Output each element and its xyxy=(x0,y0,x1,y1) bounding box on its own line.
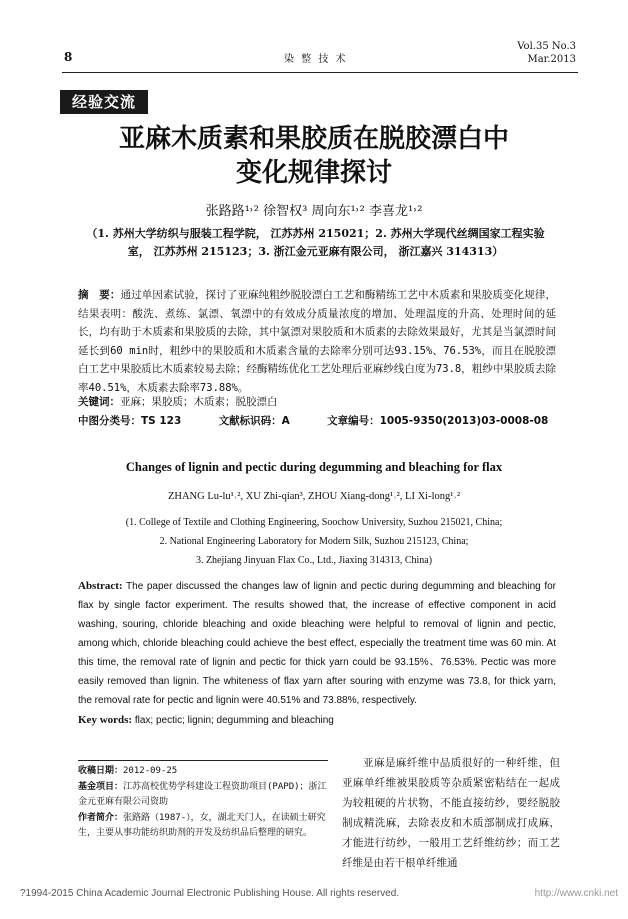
fund-value: 江苏高校优势学科建设工程资助项目(PAPD)；浙江金元亚麻有限公司资助 xyxy=(78,781,327,807)
abstract-cn-label: 摘 要： xyxy=(78,289,121,301)
affiliation-en-1: (1. College of Textile and Clothing Engineering, Soochow University, Suzhou 215021, China; xyxy=(125,517,503,528)
keywords-cn xyxy=(78,394,278,409)
doc-code-label: 文献标识码： xyxy=(218,415,282,427)
keywords-cn-label: 关键词： xyxy=(78,396,120,408)
journal-name: 染 整 技 术 xyxy=(284,54,348,65)
author-bio-value: 张路路（1987-），女，湖北天门人，在读硕士研究生，主要从事功能纺织助剂的开发及纺织品后整理的研究。 xyxy=(78,812,326,838)
volume-number: Vol.35 No.3 xyxy=(517,41,576,52)
abstract-cn-text: 通过单因素试验，探讨了亚麻纯粗纱脱胶漂白工艺和酶精练工艺中木质素和果胶质变化规律，结果表明：酸洗、煮练、氯漂、氧漂中的有效成分质量浓度的增加、处理温度的升高、处理时间的延长，均有助于木质素和果胶质的去除，其中氯漂对果胶质和木质素的去除效果最好，尤其是当氯漂时间延长到60 min时，粗纱中的果胶质和木质素含量的去除率分别可达93.15%、76.53%，而且在脱胶漂白工艺中果胶质比木质素较易去除；经酶精练优化工艺处理后亚麻纱线白度为73.8，粗纱中果胶质去除率40.51%，木质素去除率73.88%。 xyxy=(78,289,556,394)
footnote-rule xyxy=(78,760,328,761)
author-bio-label: 作者简介： xyxy=(78,812,124,823)
article-number-label: 文章编号： xyxy=(327,415,380,427)
clc-value: TS 123 xyxy=(141,415,182,427)
author-bio xyxy=(78,811,330,842)
clc-label: 中图分类号： xyxy=(78,415,141,427)
classification-line xyxy=(78,413,548,428)
copyright-text: ?1994-2015 China Academic Journal Electronic Publishing House. All rights reserved. xyxy=(20,888,400,899)
fund-label: 基金项目： xyxy=(78,781,124,792)
affiliation-en-2: 2. National Engineering Laboratory for Modern Silk, Suzhou 215123, China; xyxy=(159,536,469,547)
keywords-en-label: Key words: xyxy=(78,714,133,726)
title-cn-line2: 变化规律探讨 xyxy=(235,158,392,188)
keywords-cn-text: 亚麻；果胶质；木质素；脱胶漂白 xyxy=(120,396,278,408)
body-text: 亚麻是麻纤维中品质很好的一种纤维，但亚麻单纤维被果胶质等杂质紧密粘结在一起成为较粗硬的片状物，不能直接纺纱，要经脱胶制成精洗麻，去除表皮和木质部制成打成麻，才能进行纺纱，一般用工艺纤维纺纱；而工艺纤维是由若干根单纤维通 xyxy=(342,757,560,869)
abstract-cn xyxy=(78,286,556,397)
title-en: Changes of lignin and pectic during degumming and bleaching for flax xyxy=(125,460,503,474)
received-date xyxy=(78,764,330,780)
affiliation-en-3: 3. Zhejiang Jinyuan Flax Co., Ltd., Jiaxing 314313, China) xyxy=(195,555,433,566)
keywords-en xyxy=(78,714,334,726)
article-number-value: 1005-9350(2013)03-0008-08 xyxy=(379,415,549,427)
keywords-en-text: flax; pectic; lignin; degumming and bleaching xyxy=(132,715,334,726)
doc-code-value: A xyxy=(281,415,290,427)
fund-info xyxy=(78,780,330,811)
abstract-en xyxy=(78,577,556,710)
affiliations-en xyxy=(60,513,568,570)
footnote xyxy=(78,764,330,842)
section-tag: 经验交流 xyxy=(60,90,148,114)
affiliations-cn: （1. 苏州大学纺织与服装工程学院， 江苏苏州 215021；2. 苏州大学现代丝绸国家工程实验室， 江苏苏州 215123；3. 浙江金元亚麻有限公司， 浙江嘉兴 314313） xyxy=(86,227,545,258)
authors-en: ZHANG Lu-lu¹˒², XU Zhi-qian³, ZHOU Xiang-dong¹˒², LI Xi-long¹˒² xyxy=(167,491,461,502)
abstract-en-label: Abstract: xyxy=(78,580,123,592)
received-value: 2012-09-25 xyxy=(123,766,178,776)
header-rule xyxy=(62,72,578,73)
title-cn-line1: 亚麻木质素和果胶质在脱胶漂白中 xyxy=(118,124,509,154)
received-label: 收稿日期： xyxy=(78,766,124,776)
website-link[interactable]: http://www.cnki.net xyxy=(534,888,618,899)
copyright-bar xyxy=(0,884,628,904)
abstract-en-text: The paper discussed the changes law of lignin and pectic during degumming and bleaching for flax by single factor experiment. The results showed that, the increase of effective component in acid washing, souring, chloride bleaching and oxide bleaching were helpful to removal of lignin and pectic, among which, chloride bleaching could achieve the best effect, especially the treatment time was 60 min. At this time, the removal rate of lignin and pectic for thick yarn could be 93.15%、76.53%. Pectic was more easily removed than lignin. The whiteness of flax yarn after souring with enzyme was 73.8, for thick yarn, the removal rate for pectic and lignin were 40.51% and 73.88%, respectively. xyxy=(78,581,556,706)
issue-date: Mar.2013 xyxy=(527,54,576,65)
volume-info xyxy=(517,40,576,66)
authors-cn: 张路路¹˒² 徐智权³ 周向东¹˒² 李喜龙¹˒² xyxy=(205,204,423,219)
page-number: 8 xyxy=(64,50,73,64)
